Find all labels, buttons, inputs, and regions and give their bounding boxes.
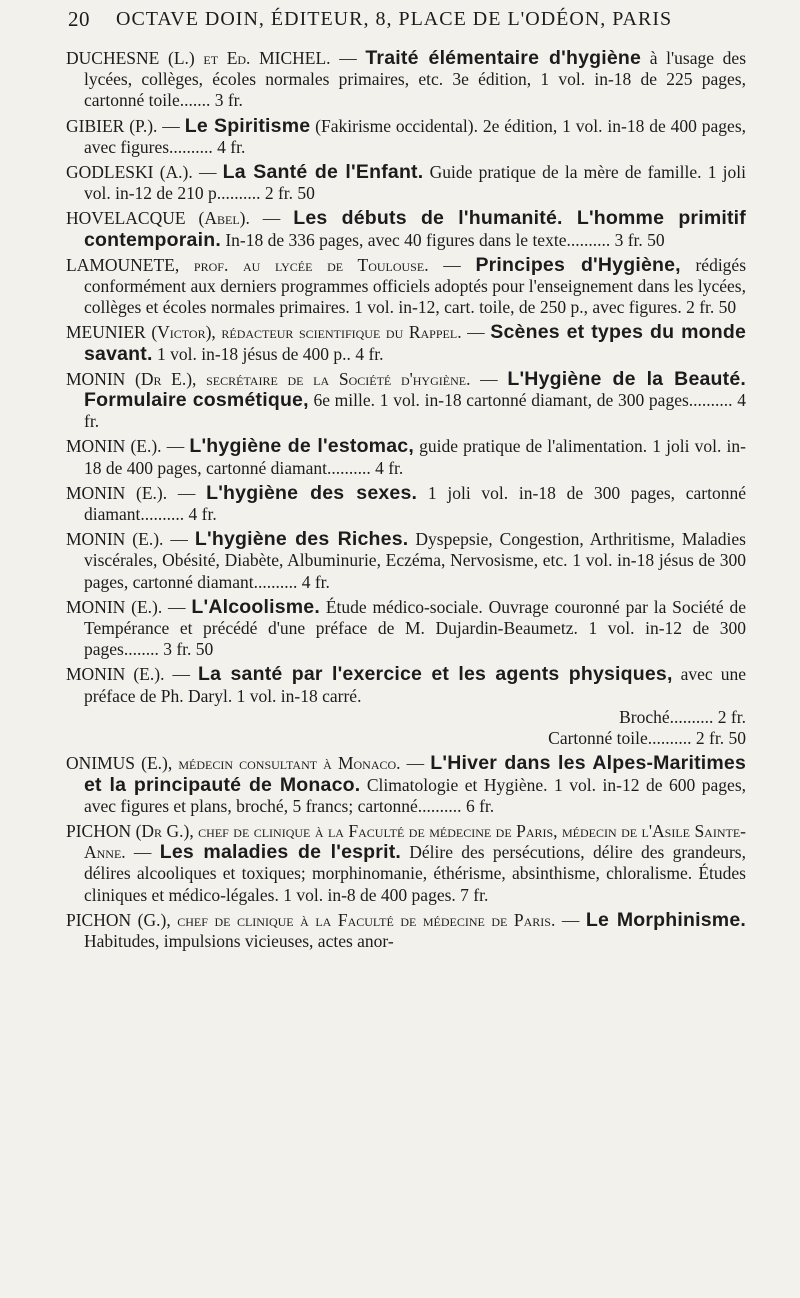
entry-author: MONIN (E.). — <box>66 482 196 503</box>
entry-description: guide pratique de l'alimentation. 1 joli vol. in-18 de 400 pages, cartonné diamant.......... <box>84 436 746 478</box>
entry-description: Délire des persécutions, délire des grandeurs, délires alcooliques et toxiques; morphinomanie, éthérisme, absinthisme, chloralisme. Études cliniques et médico-légales. 1 vol. in-8 de 400 pages. <box>84 842 746 905</box>
catalogue-entry <box>66 910 746 952</box>
entry-price: 4 fr. <box>375 457 404 478</box>
entry-description: à l'usage des lycées, collèges, écoles normales primaires, etc. 3e édition, 1 vol. in-18 de 225 pages, cartonné toile....... <box>84 48 747 111</box>
entry-title: Principes d'Hygiène, <box>475 253 681 276</box>
entry-title: La Santé de l'Enfant. <box>222 161 424 184</box>
entry-price: 6 fr. <box>465 795 495 816</box>
entry-price: 2 fr. 50 <box>264 183 315 204</box>
entry-author: MONIN (E.). — <box>66 664 190 685</box>
catalogue-entry <box>66 529 746 593</box>
entry-author: PICHON (G.), chef de clinique à la Faculté de médecine de Paris. — <box>66 909 580 930</box>
entry-description: (Fakirisme occidental). 2e édition, 1 vol. in-18 de 400 pages, avec figures.......... <box>84 115 747 157</box>
catalogue-entry <box>66 255 746 319</box>
entry-title: Le Morphinisme. <box>585 908 746 931</box>
entry-title: Traité élémentaire d'hygiène <box>365 47 642 69</box>
entry-price: 3 fr. <box>214 90 243 111</box>
entry-author: LAMOUNETE, prof. au lycée de Toulouse. — <box>66 254 461 275</box>
entry-title: La santé par l'exercice et les agents physiques, <box>198 663 673 686</box>
entry-title: L'hygiène des Riches. <box>194 528 409 551</box>
entry-author: DUCHESNE (L.) et Ed. MICHEL. — <box>66 48 357 68</box>
entry-description: 6e mille. 1 vol. in-18 cartonné diamant, de 300 pages.......... <box>313 390 733 411</box>
catalogue-entry <box>66 821 746 906</box>
running-head: OCTAVE DOIN, ÉDITEUR, 8, PLACE DE L'ODÉON, PARIS <box>116 8 673 30</box>
entry-description: Dyspepsie, Congestion, Arthritisme, Maladies viscérales, Obésité, Diabète, Albuminurie, Eczéma, Nervosisme, etc. 1 vol. in-18 jésus de 300 pages, cartonné diamant.......... <box>84 529 746 592</box>
catalogue-entry <box>66 483 746 525</box>
entry-description: In-18 de 336 pages, avec 40 figures dans le texte.......... <box>225 229 611 250</box>
catalogue-entry <box>66 48 746 112</box>
entry-author: PICHON (Dr G.), chef de clinique à la Faculté de médecine de Paris, médecin de l'Asile Sainte-Anne. — <box>66 820 746 863</box>
binding-price: 2 fr. <box>717 706 746 727</box>
entry-title: L'Hygiène de la Beauté. Formulaire cosmétique, <box>84 367 746 412</box>
entry-author: MONIN (E.). — <box>66 529 188 550</box>
entry-title: Les débuts de l'humanité. L'homme primitif contemporain. <box>84 207 746 251</box>
catalogue-entry <box>66 436 746 478</box>
catalogue-entry <box>66 322 746 364</box>
entry-author: MONIN (E.). — <box>66 596 186 617</box>
entry-price: 4 fr. <box>84 390 746 432</box>
catalogue-entry <box>66 162 746 204</box>
catalogue-entry <box>66 664 746 749</box>
entry-description: Guide pratique de la mère de famille. 1 joli vol. in-12 de 210 p.......... <box>84 162 747 204</box>
entry-author: MONIN (E.). — <box>66 436 185 457</box>
catalogue-entries <box>66 48 746 956</box>
entry-author: HOVELACQUE (Abel). — <box>66 208 281 229</box>
entry-price: 4 fr. <box>301 571 330 592</box>
binding-label: Cartonné toile.......... <box>548 728 692 749</box>
entry-binding-option <box>84 707 746 728</box>
entry-binding-option <box>84 728 746 749</box>
entry-description: avec une préface de Ph. Daryl. 1 vol. in-18 carré. <box>84 664 747 706</box>
page-number: 20 <box>68 7 90 31</box>
entry-title: Les maladies de l'esprit. <box>159 841 401 864</box>
catalogue-entry <box>66 208 746 250</box>
entry-description: Climatologie et Hygiène. 1 vol. in-12 de 600 pages, avec figures et plans, broché, 5 francs; cartonné.......... <box>84 774 746 816</box>
entry-price: 2 fr. 50 <box>686 297 737 318</box>
page-header <box>68 5 768 37</box>
entry-author: GODLESKI (A.). — <box>66 162 217 183</box>
entry-price: 4 fr. <box>355 343 384 364</box>
entry-title: Le Spiritisme <box>184 114 311 137</box>
entry-title: L'Hiver dans les Alpes-Maritimes et la principauté de Monaco. <box>84 752 747 796</box>
entry-title: L'Alcoolisme. <box>191 595 320 618</box>
binding-price: 2 fr. 50 <box>695 728 746 749</box>
entry-price: 3 fr. 50 <box>163 639 214 660</box>
entry-author: GIBIER (P.). — <box>66 115 180 136</box>
entry-price: 3 fr. 50 <box>614 229 665 250</box>
binding-label: Broché.......... <box>619 706 714 727</box>
entry-title: L'hygiène de l'estomac, <box>189 435 414 458</box>
catalogue-entry <box>66 116 746 158</box>
entry-description: Habitudes, impulsions vicieuses, actes anor- <box>84 930 394 951</box>
entry-description: 1 joli vol. in-18 de 300 pages, cartonné diamant.......... <box>84 482 746 525</box>
entry-price: 4 fr. <box>188 504 217 525</box>
entry-author: MEUNIER (Victor), rédacteur scientifique du Rappel. — <box>66 322 485 343</box>
entry-title: L'hygiène des sexes. <box>206 481 418 504</box>
catalogue-entry <box>66 597 746 661</box>
entry-description: Étude médico-sociale. Ouvrage couronné par la Société de Tempérance et précédé d'une préface de M. Dujardin-Beaumetz. 1 vol. in-12 de 300 pages........ <box>84 596 747 660</box>
entry-author: ONIMUS (E.), médecin consultant à Monaco. — <box>66 753 425 774</box>
entry-description: rédigés conformément aux derniers programmes officiels adoptés pour l'enseignement dans les lycées, collèges et écoles normales primaires. 1 vol. in-12, cart. toile, de 250 p., avec figures. <box>84 254 747 318</box>
entry-description: 1 vol. in-18 jésus de 400 p.. <box>156 343 351 364</box>
catalogue-entry <box>66 369 746 433</box>
catalogue-entry <box>66 753 746 817</box>
entry-author: MONIN (Dr E.), secrétaire de la Société d'hygiène. — <box>66 368 498 389</box>
entry-price: 4 fr. <box>217 136 246 157</box>
entry-title: Scènes et types du monde savant. <box>84 321 746 365</box>
entry-price: 7 fr. <box>460 884 489 905</box>
